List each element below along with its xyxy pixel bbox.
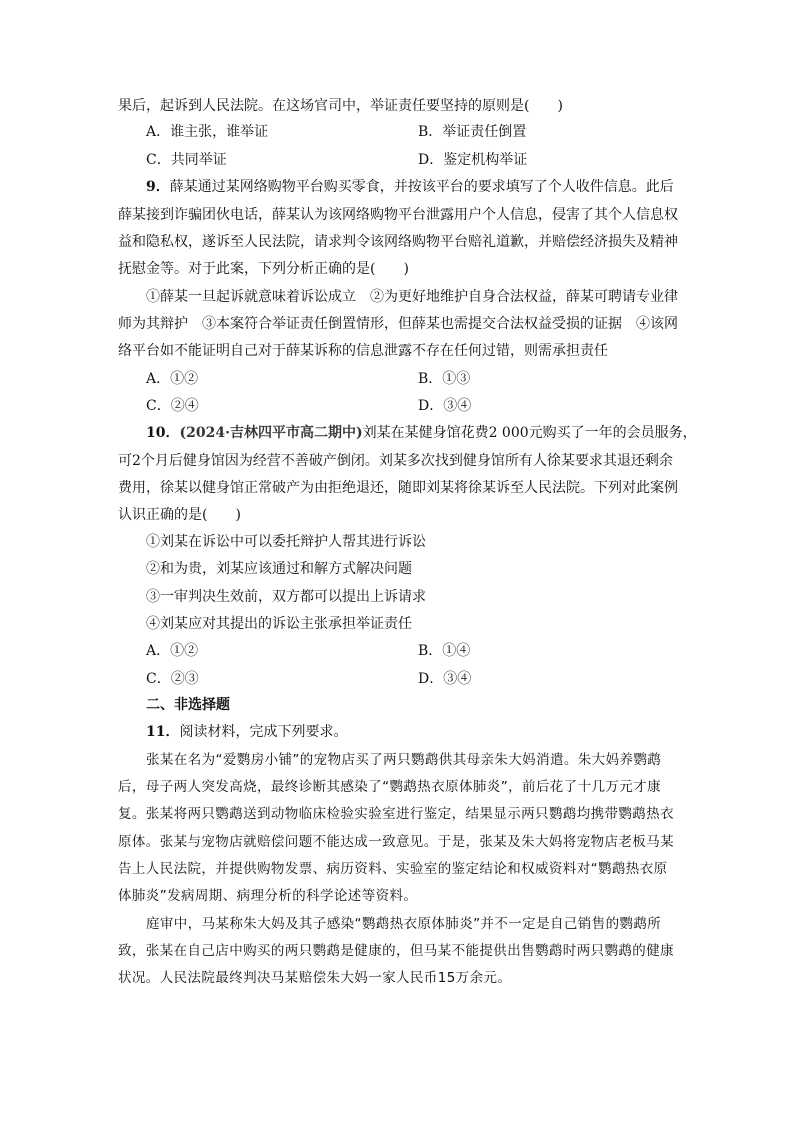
q10-stem-line-4: 认识正确的是( ): [118, 507, 241, 523]
q10-stem-line-3: 费用，徐某以健身馆正常破产为由拒绝退还，随即刘某将徐某诉至人民法院。下列对此案例: [118, 480, 678, 496]
q9-statements-line-1: ①薛某一旦起诉就意味着诉讼成立 ②为更好地维护自身合法权益，薛某可聘请专业律: [146, 289, 678, 305]
q10-statement-4: ④刘某应对其提出的诉讼主张承担举证责任: [146, 616, 412, 632]
q10-stem-line-1: 10．(2024·吉林四平市高二期中)刘某在某健身馆花费2 000元购买了一年的会员服务，: [146, 425, 697, 441]
q10-option-d: D．③④: [418, 671, 472, 687]
q10-option-a: A．①②: [146, 643, 199, 659]
q8-option-b: B．举证责任倒置: [418, 124, 527, 140]
material-p1-line-5: 告上人民法院，并提供购物发票、病历资料、实验室的鉴定结论和权威资料对“鹦鹉热衣原: [118, 861, 668, 877]
q10-statement-2: ②和为贵，刘某应该通过和解方式解决问题: [146, 561, 412, 577]
q10-option-b: B．①④: [418, 643, 471, 659]
material-p1-line-3: 复。张某将两只鹦鹉送到动物临床检验实验室进行鉴定，结果显示两只鹦鹉均携带鹦鹉热衣: [118, 806, 674, 822]
material-p1-line-6: 体肺炎”发病周期、病理分析的科学论述等资料。: [118, 888, 418, 904]
q9-stem-line-4: 抚慰金等。对于此案，下列分析正确的是( ): [118, 261, 409, 277]
q9-option-b: B．①③: [418, 371, 471, 387]
material-p1-line-2: 后，母子两人突发高烧，最终诊断其感染了“鹦鹉热衣原体肺炎”，前后花了十几万元才康: [118, 779, 661, 795]
q9-stem-line-3: 益和隐私权，遂诉至人民法院，请求判令该网络购物平台赔礼道歉，并赔偿经济损失及精神: [118, 234, 678, 250]
material-p2-line-2: 致，张某在自己店中购买的两只鹦鹉是健康的，但马某不能提供出售鹦鹉时两只鹦鹉的健康: [118, 943, 674, 959]
q9-option-c: C．②④: [146, 398, 199, 414]
q8-option-a: A．谁主张，谁举证: [146, 124, 269, 140]
q10-stem-line-2: 可2个月后健身馆因为经营不善破产倒闭。刘某多次找到健身馆所有人徐某要求其退还剩余: [118, 453, 673, 469]
q9-number: 9．: [146, 179, 170, 195]
q9-stem-line-1: 9．薛某通过某网络购物平台购买零食，并按该平台的要求填写了个人收件信息。此后: [146, 179, 674, 195]
q10-number: 10．: [146, 425, 180, 441]
section-heading: 二、非选择题: [146, 697, 230, 713]
material-p1-line-4: 原体。张某与宠物店就赔偿问题不能达成一致意见。于是，张某及朱大妈将宠物店老板马某: [118, 834, 674, 850]
q11-number: 11．: [146, 724, 180, 740]
q10-statement-3: ③一审判决生效前，双方都可以提出上诉请求: [146, 589, 426, 605]
material-p2-line-1: 庭审中，马某称朱大妈及其子感染“鹦鹉热衣原体肺炎”并不一定是自己销售的鹦鹉所: [146, 916, 662, 932]
q10-option-c: C．②③: [146, 671, 199, 687]
q9-option-a: A．①②: [146, 371, 199, 387]
q8-option-d: D．鉴定机构举证: [418, 152, 528, 168]
q10-statement-1: ①刘某在诉讼中可以委托辩护人帮其进行诉讼: [146, 534, 426, 550]
q10-source: (2024·吉林四平市高二期中): [179, 425, 363, 441]
material-p2-line-3: 状况。人民法院最终判决马某赔偿朱大妈一家人民币15万余元。: [118, 970, 512, 986]
q9-stem-line-2: 薛某接到诈骗团伙电话，薛某认为该网络购物平台泄露用户个人信息，侵害了其个人信息权: [118, 207, 678, 223]
material-p1-line-1: 张某在名为“爱鹦房小铺”的宠物店买了两只鹦鹉供其母亲朱大妈消遣。朱大妈养鹦鹉: [146, 752, 662, 768]
q9-statements-line-3: 络平台如不能证明自己对于薛某诉称的信息泄露不存在任何过错，则需承担责任: [118, 343, 608, 359]
q8-stem-tail: 果后，起诉到人民法院。在这场官司中，举证责任要坚持的原则是( ): [118, 98, 563, 114]
q8-option-c: C．共同举证: [146, 152, 227, 168]
q9-option-d: D．③④: [418, 398, 472, 414]
q11-prompt: 11．阅读材料，完成下列要求。: [146, 724, 348, 740]
q9-statements-line-2: 师为其辩护 ③本案符合举证责任倒置情形，但薛某也需提交合法权益受损的证据 ④该网: [118, 316, 678, 332]
